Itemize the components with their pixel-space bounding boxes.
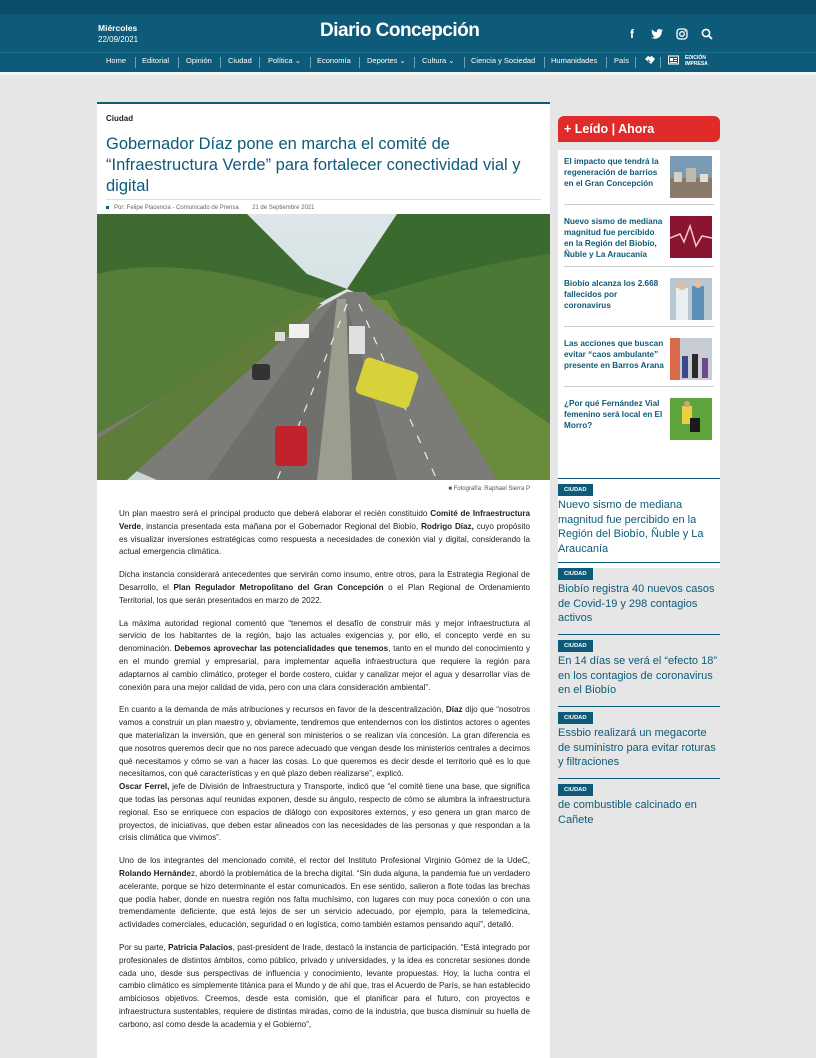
photo-caption bbox=[448, 486, 530, 492]
bold-text: Plan Regulador Metropolitano del Gran Concepción bbox=[173, 582, 384, 592]
news-divider bbox=[558, 778, 720, 779]
sidebar-news-item[interactable] bbox=[558, 706, 720, 770]
nav-separator bbox=[464, 57, 465, 68]
news-headline[interactable]: Essbio realizará un megacorte de suministro para evitar roturas y filtraciones bbox=[558, 727, 716, 768]
paragraph bbox=[119, 618, 530, 695]
nav-cultura-label: Cultura bbox=[422, 56, 447, 65]
nav-separator bbox=[178, 57, 179, 68]
twitter-icon[interactable] bbox=[645, 16, 669, 52]
nav-opinion[interactable]: Opinión bbox=[186, 56, 212, 65]
header-date-value: 22/09/2021 bbox=[98, 35, 139, 44]
bold-text: Patricia Palacios bbox=[168, 942, 233, 952]
news-tag[interactable]: CIUDAD bbox=[558, 484, 593, 496]
leido-item-title[interactable]: Nuevo sismo de mediana magnitud fue percibido en la Región del Biobío, Ñuble y La Araucanía bbox=[564, 217, 663, 259]
text: En cuanto a la demanda de más atribuciones y recursos en favor de la descentralización, bbox=[119, 705, 446, 715]
site-logo[interactable]: Diario Concepción bbox=[320, 20, 480, 41]
article-date: 21 de Septiembre 2021 bbox=[252, 205, 315, 211]
nav-pais[interactable]: País bbox=[614, 56, 630, 65]
sidebar-news-item[interactable] bbox=[558, 562, 720, 626]
text: , instancia presentada esta mañana por el Gobernador Regional del Biobío, bbox=[141, 521, 422, 531]
header-top-strip bbox=[0, 0, 816, 14]
header-day: Miércoles bbox=[98, 23, 138, 33]
main-nav bbox=[0, 52, 816, 72]
paragraph bbox=[119, 855, 530, 932]
bold-text: Debemos aprovechar las potencialidades que tenemos bbox=[174, 644, 389, 654]
news-divider bbox=[558, 562, 720, 563]
paragraph bbox=[119, 942, 530, 1032]
paragraph bbox=[119, 508, 530, 559]
nav-home[interactable]: Home bbox=[106, 56, 127, 65]
chevron-down-icon: ⌄ bbox=[448, 56, 455, 65]
news-divider bbox=[558, 634, 720, 635]
leido-thumbnail[interactable] bbox=[670, 338, 712, 380]
article-body bbox=[119, 508, 530, 1041]
photo-caption-text: Fotografía: Raphael Sierra P bbox=[453, 486, 530, 492]
nav-deportes-label: Deportes bbox=[367, 56, 398, 65]
nav-separator bbox=[635, 57, 636, 68]
handshake-icon[interactable] bbox=[644, 55, 656, 67]
leido-item[interactable] bbox=[564, 272, 714, 327]
nav-edicion-impresa[interactable]: EDICIÓN IMPRESA bbox=[685, 55, 708, 67]
leido-thumbnail[interactable] bbox=[670, 216, 712, 258]
nav-separator bbox=[660, 57, 661, 68]
facebook-icon[interactable]: f bbox=[630, 27, 634, 41]
text: , tanto en el mundo del conocimiento y en el mundo gremial y empresarial, para implementar aquella infraestructura que requiere la región para adaptarnos al cambio climático, proteger el borde costero, cuidar y canalizar mejor el agua y desarrollar vías de conexión para una mejor calidad de vida, pero con una clara consideración ambiental”. bbox=[119, 644, 530, 692]
nav-separator bbox=[414, 57, 415, 68]
nav-separator bbox=[606, 57, 607, 68]
leido-thumbnail[interactable] bbox=[670, 398, 712, 440]
search-icon[interactable] bbox=[695, 16, 719, 52]
news-headline[interactable]: En 14 días se verá el “efecto 18” en los contagios de coronavirus en el Biobío bbox=[558, 655, 717, 696]
article-container bbox=[97, 102, 550, 1058]
nav-separator bbox=[135, 57, 136, 68]
news-tag[interactable]: CIUDAD bbox=[558, 568, 593, 580]
nav-editorial[interactable]: Editorial bbox=[142, 56, 170, 65]
text: dijo que “nosotros vamos a construir un plan maestro y, obviamente, tendremos que entendernos con los distintos actores o agentes que materializan la inversión, que en general son ministerios o se realizan vía concesión. La gran diferencia es que nosotros queremos decir que no nos parece adecuado que vengan desde los ministerios centrales a decirnos qué necesitamos y cómo se van a hacer las cosas. Lo que queremos es decir desde el territorio qué es lo que necesitamos, con qué características y en qué plazo deben realizarse”, explicó. bbox=[119, 705, 530, 779]
leido-item[interactable] bbox=[564, 210, 714, 267]
leido-item[interactable] bbox=[564, 392, 714, 446]
leido-item[interactable] bbox=[564, 150, 714, 205]
text: o el Plan Regional de Ordenamiento Territorial, los que serán presentados en marzo de 2022. bbox=[119, 582, 531, 605]
nav-deportes[interactable] bbox=[367, 56, 406, 65]
text: Dicha instancia considerará antecedentes que servirán como insumo, entre otros, para la Estrategia Regional de Desarrollo, el bbox=[119, 570, 530, 592]
paragraph bbox=[119, 704, 530, 781]
news-headline[interactable]: Nuevo sismo de mediana magnitud fue percibido en la Región del Biobío, Ñuble y La Araucanía bbox=[558, 499, 704, 555]
camera-bullet-icon: ■ bbox=[448, 486, 452, 492]
text: Por su parte, bbox=[119, 942, 169, 952]
bold-text: Rolando Hernánde bbox=[119, 868, 191, 878]
header-divider bbox=[0, 72, 816, 75]
nav-separator bbox=[220, 57, 221, 68]
nav-politica-label: Política bbox=[268, 56, 293, 65]
header-date bbox=[98, 23, 138, 45]
text: z, abordó la problemática de la brecha digital. “Sin duda alguna, la pandemia fue un verdadero acelerante, porque se hizo determinante el estar comunicados. En ese sentido, salieron a flote todas las brechas que podía haber, donde en nuestra región nos falta muchísimo, con lugares con muy poca conexión o con una tremendamente deficiente, que está lejos de ser un servicio adecuado, por ejemplo, para la telemedicina, actividades comerciales, educación, seguridad o en logística, como también estamos pensando aquí”, detalló. bbox=[119, 868, 530, 930]
instagram-icon[interactable] bbox=[670, 16, 694, 52]
sidebar-news-item[interactable] bbox=[558, 778, 720, 827]
site-header bbox=[0, 0, 816, 52]
text: La máxima autoridad regional comentó que “tenemos el desafío de construir más y mejor infraestructura al servicio de los habitantes de la región, bajo las actuales exigencias y, por ello, el concepto verde en su denominación. bbox=[119, 618, 530, 654]
text: cuyo propósito es visualizar inversiones estratégicas como respuesta a necesidades de conexión vial y digital, considerando la actual emergencia climática. bbox=[119, 521, 530, 557]
chevron-down-icon: ⌄ bbox=[294, 56, 301, 65]
nav-separator bbox=[259, 57, 260, 68]
nav-separator bbox=[359, 57, 360, 68]
news-divider bbox=[558, 478, 720, 479]
article-author: Por: Felipe Placencia - Comunicado de Prensa bbox=[114, 205, 239, 211]
leido-thumbnail[interactable] bbox=[670, 278, 712, 320]
news-tag[interactable]: CIUDAD bbox=[558, 712, 593, 724]
text: , past-president de Irade, destacó la instancia de participación. “Está integrado por profesionales de distintos ámbitos, como público, privado y universidades, y la idea es concretar sesiones donde cada uno, desde sus perspectivas de influencia y conocimiento, levante propuestas. Hoy, la lucha contra el cambio climático es simplemente titánica para el Mundo y de ahí que, tras el Acuerdo de París, se han establecido ambiciosos objetivos. Creemos, desde esta comisión, que el planificar para el futuro, con proyectos e infraestructura sustentables, requiere de distintas miradas, como de la industria, que busca disminuir su huella de carbono, así como desde la academia y el Gobierno”, bbox=[119, 942, 530, 1029]
bold-text: Comité de Infraestructura Verde bbox=[119, 509, 530, 531]
nav-humanidades[interactable]: Humanidades bbox=[551, 56, 598, 65]
text: Uno de los integrantes del mencionado comité, el rector del Instituto Profesional Virginio Gómez de la UdeC, bbox=[119, 856, 530, 866]
bold-text: Rodrigo Díaz, bbox=[421, 521, 474, 531]
nav-ciudad[interactable]: Ciudad bbox=[228, 56, 252, 65]
leido-item[interactable] bbox=[564, 332, 714, 387]
news-divider bbox=[558, 706, 720, 707]
nav-ciencia-sociedad[interactable]: Ciencia y Sociedad bbox=[471, 56, 536, 65]
newspaper-icon[interactable] bbox=[668, 55, 679, 67]
news-tag[interactable]: CIUDAD bbox=[558, 784, 593, 796]
nav-politica[interactable] bbox=[268, 56, 301, 65]
leido-item-title[interactable]: ¿Por qué Fernández Vial femenino será local en El Morro? bbox=[564, 399, 663, 430]
leido-thumbnail[interactable] bbox=[670, 156, 712, 198]
news-headline[interactable]: Biobío registra 40 nuevos casos de Covid-19 y 298 contagios activos bbox=[558, 583, 715, 624]
text: Un plan maestro será el principal producto que deberá elaborar el recién constituido bbox=[119, 509, 431, 518]
nav-separator bbox=[310, 57, 311, 68]
meta-bullet-icon bbox=[106, 206, 109, 209]
chevron-down-icon: ⌄ bbox=[399, 56, 406, 65]
paragraph bbox=[119, 781, 530, 845]
nav-cultura[interactable] bbox=[422, 56, 455, 65]
article-title: Gobernador Díaz pone en marcha el comité de “Infraestructura Verde” para fortalecer conectividad vial y digital bbox=[106, 135, 521, 195]
leido-item-title[interactable]: Las acciones que buscan evitar “caos ambulante” presente en Barros Arana bbox=[564, 339, 664, 370]
leido-ahora-header: + Leído | Ahora bbox=[558, 116, 720, 142]
article-section[interactable]: Ciudad bbox=[106, 114, 134, 123]
news-headline[interactable]: de combustible calcinado en Cañete bbox=[558, 799, 697, 826]
article-meta bbox=[106, 199, 541, 211]
leido-item-title[interactable]: Biobío alcanza los 2.668 fallecidos por coronavirus bbox=[564, 279, 659, 310]
article-photo bbox=[97, 214, 550, 480]
paragraph bbox=[119, 569, 530, 607]
nav-economia[interactable]: Economía bbox=[317, 56, 351, 65]
bold-text: Díaz bbox=[445, 705, 463, 715]
nav-separator bbox=[544, 57, 545, 68]
text: jefe de División de Infraestructura y Transporte, indicó que “el comité tiene una base, que significa que todas las personas aquí reunidas exponen, desde su ángulo, respecto de cómo se alumbra la infraestructura regional. Eso se enriquece con espacios de diálogo con expositores externos, y eso genera un gran marco de proyectos, de iniciativas, que deben estar alineados con las necesidades de las personas y que respondan a la crisis climática que vivimos”. bbox=[119, 782, 530, 843]
news-tag[interactable]: CIUDAD bbox=[558, 640, 593, 652]
bold-text: Oscar Ferrel, bbox=[119, 782, 170, 792]
sidebar-news-item[interactable] bbox=[558, 634, 720, 698]
leido-item-title[interactable]: El impacto que tendrá la regeneración de barrios en el Gran Concepción bbox=[564, 157, 659, 188]
sidebar-news-item[interactable] bbox=[558, 478, 720, 556]
